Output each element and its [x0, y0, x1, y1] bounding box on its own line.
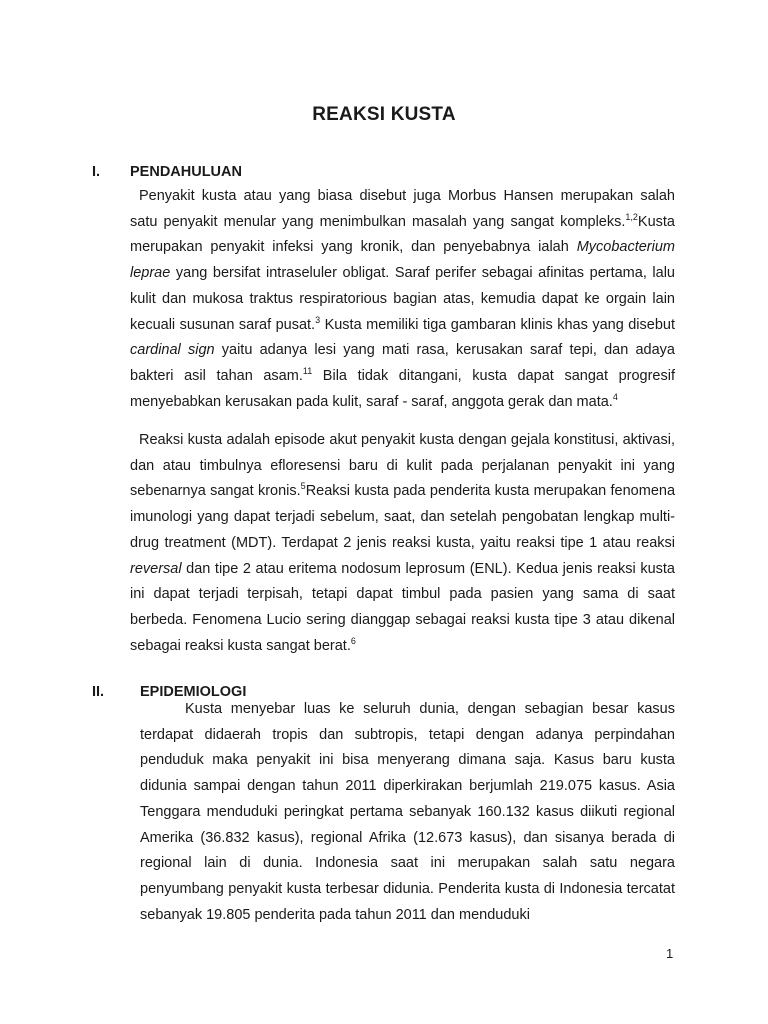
citation-superscript: 6	[350, 635, 356, 646]
paragraph-text: Kusta menyebar luas ke seluruh dunia, dengan sebagian besar kasus terdapat didaerah tropis dan subtropis, tetapi dengan adanya perpindahan penduduk maka penyakit ini bisa menyerang dimana saja. Kasus baru kusta didunia sampai dengan tahun 2011 diperkirakan berjumlah 219.075 kasus. Asia Tenggara menduduki peringkat pertama sebanyak 160.132 kasus diikuti regional Amerika (36.832 kasus), regional Afrika (12.673 kasus), dan sisanya berada di regional lain di dunia. Indonesia saat ini merupakan salah satu negara penyumbang penyakit kusta terbesar didunia. Penderita kusta di Indonesia tercatat sebanyak 19.805 penderita pada tahun 2011 dan menduduki	[140, 701, 675, 923]
page-number: 1	[666, 946, 674, 961]
paragraph-text: dan tipe 2 atau eritema nodosum leprosum (ENL). Kedua jenis reaksi kusta ini dapat terjadi terpisah, tetapi dapat timbul pada pasien yang sama di saat berbeda. Fenomena Lucio sering dianggap sebagai reaksi kusta tipe 3 atau dikenal sebagai reaksi kusta sangat berat.	[130, 560, 675, 654]
paragraph-text: yang bersifat intraseluler obligat. Saraf perifer sebagai afinitas pertama, lalu kulit dan mukosa traktus respiratorious bagian atas, kemudia dapat ke orgain lain kecuali susunan saraf pusat.	[130, 265, 675, 333]
paragraph-text: Reaksi kusta pada penderita kusta merupakan fenomena imunologi yang dapat terjadi sebelum, saat, dan setelah pengobatan lengkap multi-drug treatment (MDT). Terdapat 2 jenis reaksi kusta, yaitu reaksi tipe 1 atau reaksi	[130, 483, 676, 551]
paragraph-text: yaitu adanya lesi yang mati rasa, kerusakan saraf tepi, dan adaya bakteri asil tahan asam.	[130, 342, 675, 384]
section-2-heading: EPIDEMIOLOGI	[140, 684, 247, 700]
citation-superscript: 5	[300, 481, 306, 492]
citation-superscript: 1,2	[625, 211, 638, 222]
section-1-heading: PENDAHULUAN	[130, 164, 242, 180]
paragraph-text: Kusta memiliki tiga gambaran klinis khas yang disebut	[320, 316, 675, 333]
citation-superscript: 3	[315, 314, 321, 325]
section-1-paragraph-2	[130, 428, 675, 659]
italic-term: Mycobacterium leprae	[130, 239, 675, 282]
section-2-number: II.	[92, 684, 105, 700]
section-2-paragraph-1	[140, 697, 675, 928]
citation-superscript: 11	[302, 365, 313, 376]
italic-term: cardinal sign	[130, 342, 215, 359]
document-title: REAKSI KUSTA	[312, 104, 456, 125]
italic-term: reversal	[130, 560, 182, 577]
paragraph-text: Kusta merupakan penyakit infeksi yang kronik, dan penyebabnya ialah	[130, 213, 675, 256]
paragraph-text: Bila tidak ditangani, kusta dapat sangat progresif menyebabkan kerusakan pada kulit, saraf - saraf, anggota gerak dan mata.	[130, 367, 675, 410]
section-1-number: I.	[92, 164, 101, 180]
section-1-paragraph-1	[130, 184, 675, 415]
paragraph-text: Penyakit kusta atau yang biasa disebut juga Morbus Hansen merupakan salah satu penyakit menular yang menimbulkan masalah yang sangat kompleks.	[130, 188, 675, 230]
paragraph-text: Reaksi kusta adalah episode akut penyakit kusta dengan gejala konstitusi, aktivasi, dan atau timbulnya efloresensi baru di kulit pada perjalanan penyakit ini yang sebenarnya sangat kronis.	[130, 432, 675, 500]
citation-superscript: 4	[612, 391, 618, 402]
